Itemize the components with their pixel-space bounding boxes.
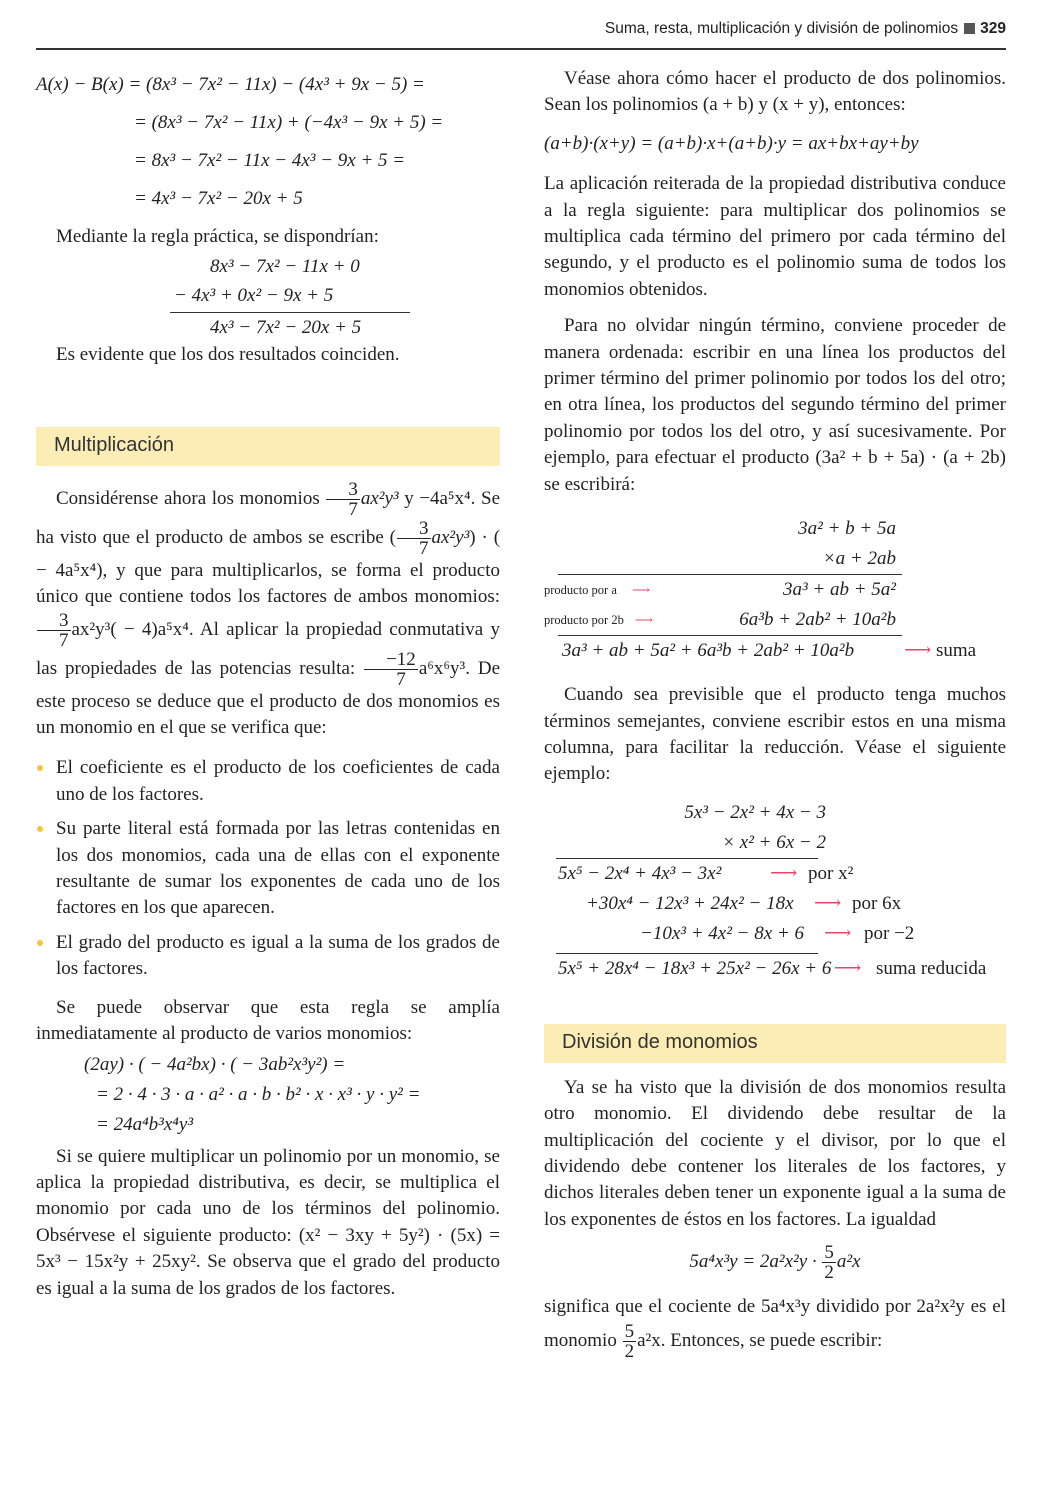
practical-rule-layout <box>170 252 410 342</box>
distributive-rule-paragraph: La aplicación reiterada de la propiedad distributiva conduce a la regla siguiente: para multiplicar dos polinomios se multiplica cada término del primero por cada término del segundo, y el producto es el polinomio suma de todos los monomios obtenidos. <box>544 173 1006 300</box>
derivation-line: (2ay) · ( − 4a²bx) · ( − 3ab²x³y²) = <box>84 1053 346 1075</box>
equality-left: 5a⁴x³y = 2a²x²y · <box>689 1251 817 1273</box>
list-item <box>36 816 500 922</box>
fraction <box>397 519 431 558</box>
scheme-row-label <box>814 889 901 919</box>
text-span: y <box>404 487 414 509</box>
product-scheme-1 <box>544 514 992 666</box>
section-title-division: División de monomios <box>544 1024 1006 1063</box>
rule-conclusion: Es evidente que los dos resultados coinciden. <box>56 344 400 366</box>
fraction <box>822 1243 836 1282</box>
fraction-numerator: 3 <box>326 480 360 500</box>
scheme-row-label <box>544 575 650 605</box>
section-title-multiplicacion: Multiplicación <box>36 427 500 466</box>
subtraction-derivation <box>36 66 500 218</box>
scheme-label-text: suma reducida <box>876 957 987 979</box>
several-monomials-intro: Se puede observar que esta regla se amplía inmediatamente al producto de varios monomios: <box>36 996 500 1045</box>
scheme-row <box>544 859 1006 889</box>
left-column <box>36 66 500 1312</box>
fraction-numerator: 5 <box>624 1321 635 1343</box>
scheme-label-text: suma <box>936 640 977 662</box>
like-terms-paragraph: Cuando sea previsible que el producto tenga muchos términos semejantes, conviene escribir estos en una misma columna, para facilitar la reducción. Véase el siguiente ejemplo: <box>544 684 1006 785</box>
scheme-multiplier: × x² + 6x − 2 <box>722 831 826 853</box>
scheme-partial-product: +30x⁴ − 12x³ + 24x² − 18x <box>586 892 794 914</box>
division-paragraph: Ya se ha visto que la división de dos monomios resulta otro monomio. El dividendo debe resultar de la multiplicación del cociente y el divisor, por lo que el dividendo debe contener los literales de los factores, y dichos literales deben tener un exponente igual a la suma de los exponentes de éstos en los factores. La igualdad <box>544 1076 1006 1230</box>
right-column <box>544 66 1006 1371</box>
list-item <box>36 930 500 983</box>
rule-intro: Mediante la regla práctica, se dispondrían: <box>56 226 379 247</box>
rule-row-minuend: 8x³ − 7x² − 11x + 0 <box>210 256 360 278</box>
text-span: −4a⁵x⁴. Se ha visto que el producto de ambos se escribe <box>36 487 501 548</box>
square-icon <box>964 23 975 34</box>
monomial: ax²y³ <box>431 526 470 548</box>
scheme-label-text: producto por 2b <box>544 613 624 628</box>
product-scheme-2 <box>544 798 1006 984</box>
list-item-text: El grado del producto es igual a la suma de los grados de los factores. <box>56 931 500 980</box>
scheme-multiplier: ×a + 2ab <box>822 548 896 570</box>
scheme-multiplicand: 5x³ − 2x² + 4x − 3 <box>684 801 826 823</box>
scheme-row <box>544 605 992 635</box>
rule-row-subtrahend: − 4x³ + 0x² − 9x + 5 <box>174 285 334 307</box>
several-monomials-derivation <box>36 1050 500 1140</box>
monomial: ax²y³ <box>360 487 399 509</box>
scheme-label-text: por 6x <box>852 892 902 914</box>
scheme-sum: 3a³ + ab + 5a² + 6a³b + 2ab² + 10a²b <box>562 640 855 662</box>
text-span: Considérense ahora los monomios <box>56 487 320 509</box>
fraction-denominator: 7 <box>396 668 406 690</box>
scheme-row <box>544 575 992 605</box>
fraction-numerator: 3 <box>37 611 71 631</box>
text-span: a²x. Entonces, se puede escribir: <box>637 1330 883 1352</box>
scheme-row <box>544 919 1006 949</box>
product-intro-paragraph: Véase ahora cómo hacer el producto de dos polinomios. Sean los polinomios (a + b) y (x + y), entonces: <box>544 68 1006 116</box>
scheme-partial-product: −10x³ + 4x² − 8x + 6 <box>640 922 804 944</box>
scheme-partial-product: 5x⁵ − 2x⁴ + 4x³ − 3x² <box>558 862 722 884</box>
derivation-line: = 2 · 4 · 3 · a · a² · a · b · b² · x · x³ · y · y² = <box>96 1083 421 1105</box>
distributive-equation: (a+b)·(x+y) = (a+b)·x+(a+b)·y = ax+bx+ay+by <box>544 132 919 154</box>
fraction <box>326 480 360 519</box>
scheme-sum-label <box>904 636 976 666</box>
scheme-row <box>544 798 1006 828</box>
scheme-sum: 5x⁵ + 28x⁴ − 18x³ + 25x² − 26x + 6 <box>558 957 832 979</box>
arrow-right-icon: ⟶ <box>824 922 852 944</box>
fraction <box>37 611 71 650</box>
scheme-partial-product: 6a³b + 2ab² + 10a²b <box>739 609 896 631</box>
bullet-icon <box>37 940 43 946</box>
scheme-row-label <box>770 859 853 889</box>
properties-list <box>36 755 500 982</box>
scheme-sum-label <box>834 954 986 984</box>
arrow-right-icon: ⟶ <box>632 583 650 598</box>
scheme-row <box>544 636 992 666</box>
derivation-line-3: = 8x³ − 7x² − 11x − 4x³ − 9x + 5 = <box>134 150 406 171</box>
list-item <box>36 755 500 808</box>
arrow-right-icon: ⟶ <box>834 957 862 979</box>
fraction-denominator: 7 <box>419 537 429 559</box>
text-span: a⁶x⁶y³. De este proceso se deduce que el producto de dos monomios es un monomio en el que se verifica que: <box>36 657 501 739</box>
fraction <box>364 650 418 689</box>
arrow-right-icon: ⟶ <box>770 862 798 884</box>
page-number: 329 <box>980 20 1006 37</box>
fraction-denominator: 7 <box>59 629 69 651</box>
list-item-text: El coeficiente es el producto de los coeficientes de cada uno de los factores. <box>56 757 500 805</box>
ordered-procedure-paragraph: Para no olvidar ningún término, conviene proceder de manera ordenada: escribir en una línea los productos del primer término del primer polinomio por todos los del otro; en otra línea, los productos del segundo término del primer polinomio por todos los del otro, y así sucesivamente. Por ejemplo, para efectuar el producto (3a² + b + 5a) · (a + 2b) se escribirá: <box>544 315 1006 495</box>
scheme-row <box>544 828 1006 858</box>
multiplication-paragraph: Considérense ahora los monomios $\frac{3}{7}$ ax²y³ y −4a⁵x⁴. Se ha visto que el producto de ambos se escribe ( $\frac{3}{7}$ ax²y³) · ( − 4a⁵x⁴), y que para multiplicarlos, se forma el producto único que contiene todos los factores de ambos monomios: $\frac{3}{7}$ ax²y³( − 4)a⁵x⁴. Al aplicar la propiedad conmutativa y las propiedades de las potencias resulta: $\frac{-12}{7}$ a⁶x⁶y³. De este proceso se deduce que el producto de dos monomios es un monomio en el que se verifica que: <box>36 478 501 739</box>
derivation-line: = 24a⁴b³x⁴y³ <box>96 1113 194 1135</box>
quotient-paragraph <box>544 1292 1006 1361</box>
scheme-row-label <box>544 605 653 635</box>
running-title: Suma, resta, multiplicación y división de polinomios <box>604 20 959 37</box>
text-span: significa que el cociente de 5a⁴x³y dividido por 2a²x²y <box>544 1296 965 1318</box>
bullet-icon <box>37 826 43 832</box>
rule-row-result: 4x³ − 7x² − 20x + 5 <box>210 317 362 339</box>
fraction-numerator: −12 <box>364 650 418 670</box>
scheme-row <box>544 954 1006 984</box>
scheme-label-text: producto por a <box>544 583 617 598</box>
fraction-denominator: 7 <box>348 498 358 520</box>
arrow-right-icon: ⟶ <box>814 892 842 914</box>
derivation-line-2: = (8x³ − 7x² − 11x) + (−4x³ − 9x + 5) = <box>134 112 444 133</box>
equality-right: a²x <box>836 1251 861 1273</box>
text-span: · ( − 4a⁵x⁴), y que para multiplicarlos, se forma el producto único que contiene todos los factores de ambos monomios: <box>36 526 501 608</box>
scheme-row <box>544 889 1006 919</box>
arrow-right-icon: ⟶ <box>904 640 932 662</box>
division-equality <box>544 1243 1006 1282</box>
scheme-row <box>544 514 992 544</box>
derivation-line-1 <box>36 66 500 104</box>
page-header <box>36 20 1006 50</box>
text-span: es el monomio <box>544 1296 1006 1352</box>
arrow-right-icon: ⟶ <box>634 613 653 628</box>
bullet-icon <box>37 765 43 771</box>
scheme-partial-product: 3a³ + ab + 5a² <box>782 579 896 601</box>
list-item-text: Su parte literal está formada por las letras contenidas en los dos monomios, cada una de ellas con el exponente resultante de sumar los exponentes de cada uno de los factores en los que aparecen. <box>56 818 500 919</box>
scheme-row <box>544 544 992 574</box>
scheme-row-label <box>824 919 914 949</box>
polynomial-by-monomial-paragraph: Si se quiere multiplicar un polinomio por un monomio, se aplica la propiedad distributiva, es decir, se multiplica el monomio por cada uno de los términos del polinomio. Obsérvese el siguiente producto: (x² − 3xy + 5y²) · (5x) = 5x³ − 15x²y + 25xy². Se observa que el grado del producto es igual a la suma de los grados de los factores. <box>36 1145 500 1299</box>
text-span: ax²y³( − 4)a⁵x⁴. Al aplicar la propiedad conmutativa y las propiedades de las potencias resulta: <box>36 618 500 679</box>
scheme-multiplicand: 3a² + b + 5a <box>798 518 896 540</box>
fraction-denominator: 2 <box>624 1341 635 1363</box>
derivation-lhs: A(x) − B(x) = <box>36 74 142 95</box>
fraction <box>623 1322 637 1361</box>
derivation-step: (8x³ − 7x² − 11x) − (4x³ + 9x − 5) = <box>146 74 425 95</box>
fraction-numerator: 5 <box>824 1242 834 1264</box>
fraction-numerator: 3 <box>397 519 431 539</box>
derivation-line-4: = 4x³ − 7x² − 20x + 5 <box>134 188 303 209</box>
scheme-label-text: por −2 <box>864 922 915 944</box>
scheme-label-text: por x² <box>808 862 854 884</box>
fraction-denominator: 2 <box>824 1262 834 1284</box>
